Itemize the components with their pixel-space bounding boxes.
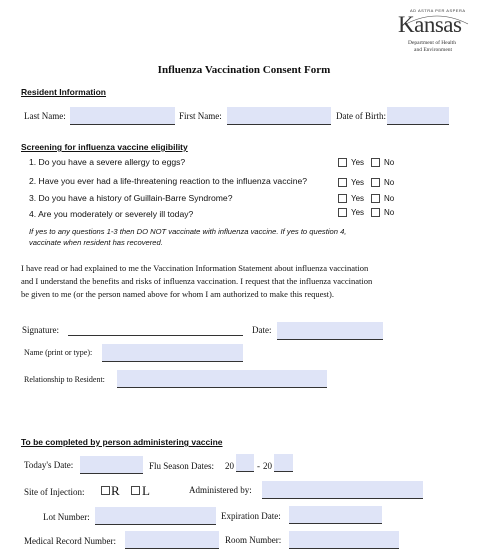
q3-yes-checkbox[interactable] <box>338 194 347 203</box>
screening-header: Screening for influenza vaccine eligibility <box>21 142 188 152</box>
consent-line2: and I understand the benefits and risks of influenza vaccination. I request that the influenza vaccination <box>21 276 373 286</box>
relationship-label: Relationship to Resident: <box>24 375 105 384</box>
lot-number-field[interactable] <box>95 507 216 525</box>
question-2: 2. Have you ever had a life-threatening reaction to the influenza vaccine? <box>29 176 308 186</box>
question-4: 4. Are you moderately or severely ill today? <box>29 209 194 219</box>
signature-date-field[interactable] <box>277 322 383 340</box>
q1-yes-label: Yes <box>351 158 365 167</box>
print-name-label: Name (print or type): <box>24 348 93 357</box>
q2-no-checkbox[interactable] <box>371 178 380 187</box>
screening-note-line2: vaccinate when resident has recovered. <box>29 238 163 247</box>
consent-line3: be given to me (or the person named above for whom I am authorized to make this request). <box>21 289 334 299</box>
logo-arc-text: AD ASTRA PER ASPERA <box>410 8 466 13</box>
site-right-label: R <box>111 483 120 498</box>
q4-no-checkbox[interactable] <box>371 208 380 217</box>
resident-header: Resident Information <box>21 87 107 97</box>
flu-season-end-field[interactable] <box>274 454 293 472</box>
administered-by-field[interactable] <box>262 481 423 499</box>
medical-record-field[interactable] <box>125 531 219 549</box>
todays-date-label: Today's Date: <box>24 460 74 470</box>
q2-no-label: No <box>384 178 395 187</box>
dob-field[interactable] <box>387 107 449 125</box>
q2-yes-label: Yes <box>351 178 365 187</box>
room-number-label: Room Number: <box>225 535 282 545</box>
logo-dept-line2: and Environment <box>414 47 453 53</box>
q3-yes-label: Yes <box>351 194 365 203</box>
expiration-date-label: Expiration Date: <box>221 511 281 521</box>
site-label: Site of Injection: <box>24 487 85 497</box>
administered-by-label: Administered by: <box>189 485 252 495</box>
flu-season-dash: - <box>257 461 260 471</box>
flu-season-year1-prefix: 20 <box>225 461 234 471</box>
flu-season-label: Flu Season Dates: <box>149 461 214 471</box>
q2-yes-checkbox[interactable] <box>338 178 347 187</box>
site-right-checkbox[interactable] <box>101 486 110 495</box>
q3-no-label: No <box>384 194 395 203</box>
flu-season-year2-prefix: 20 <box>263 461 272 471</box>
consent-line1: I have read or had explained to me the Vaccination Information Statement about influenza vaccination <box>21 263 369 273</box>
screening-note-line1: If yes to any questions 1-3 then DO NOT vaccinate with influenza vaccine. If yes to question 4, <box>29 227 347 236</box>
kdhe-logo <box>392 6 482 56</box>
first-name-field[interactable] <box>227 107 331 125</box>
expiration-date-field[interactable] <box>289 506 382 524</box>
logo-dept-line1: Department of Health <box>408 40 456 46</box>
flu-season-start-field[interactable] <box>236 454 254 472</box>
q1-no-label: No <box>384 158 395 167</box>
q4-no-label: No <box>384 208 395 217</box>
q1-yes-checkbox[interactable] <box>338 158 347 167</box>
question-1: 1. Do you have a severe allergy to eggs? <box>29 157 186 167</box>
q1-no-checkbox[interactable] <box>371 158 380 167</box>
logo-kansas: Kansas <box>398 12 462 37</box>
site-left-label: L <box>142 483 150 498</box>
last-name-field[interactable] <box>70 107 175 125</box>
signature-line[interactable] <box>68 335 243 336</box>
lot-number-label: Lot Number: <box>43 512 90 522</box>
form-title: Influenza Vaccination Consent Form <box>157 64 331 76</box>
relationship-field[interactable] <box>117 370 327 388</box>
site-left-checkbox[interactable] <box>131 486 140 495</box>
q4-yes-label: Yes <box>351 208 365 217</box>
last-name-label: Last Name: <box>24 111 66 121</box>
date-label: Date: <box>252 325 272 335</box>
admin-header: To be completed by person administering vaccine <box>21 437 223 447</box>
question-3: 3. Do you have a history of Guillain-Barre Syndrome? <box>29 193 233 203</box>
todays-date-field[interactable] <box>80 456 143 474</box>
q3-no-checkbox[interactable] <box>371 194 380 203</box>
print-name-field[interactable] <box>102 344 243 362</box>
dob-label: Date of Birth: <box>336 111 386 121</box>
medical-record-label: Medical Record Number: <box>24 536 116 546</box>
first-name-label: First Name: <box>179 111 222 121</box>
signature-label: Signature: <box>22 325 59 335</box>
room-number-field[interactable] <box>289 531 399 549</box>
q4-yes-checkbox[interactable] <box>338 208 347 217</box>
